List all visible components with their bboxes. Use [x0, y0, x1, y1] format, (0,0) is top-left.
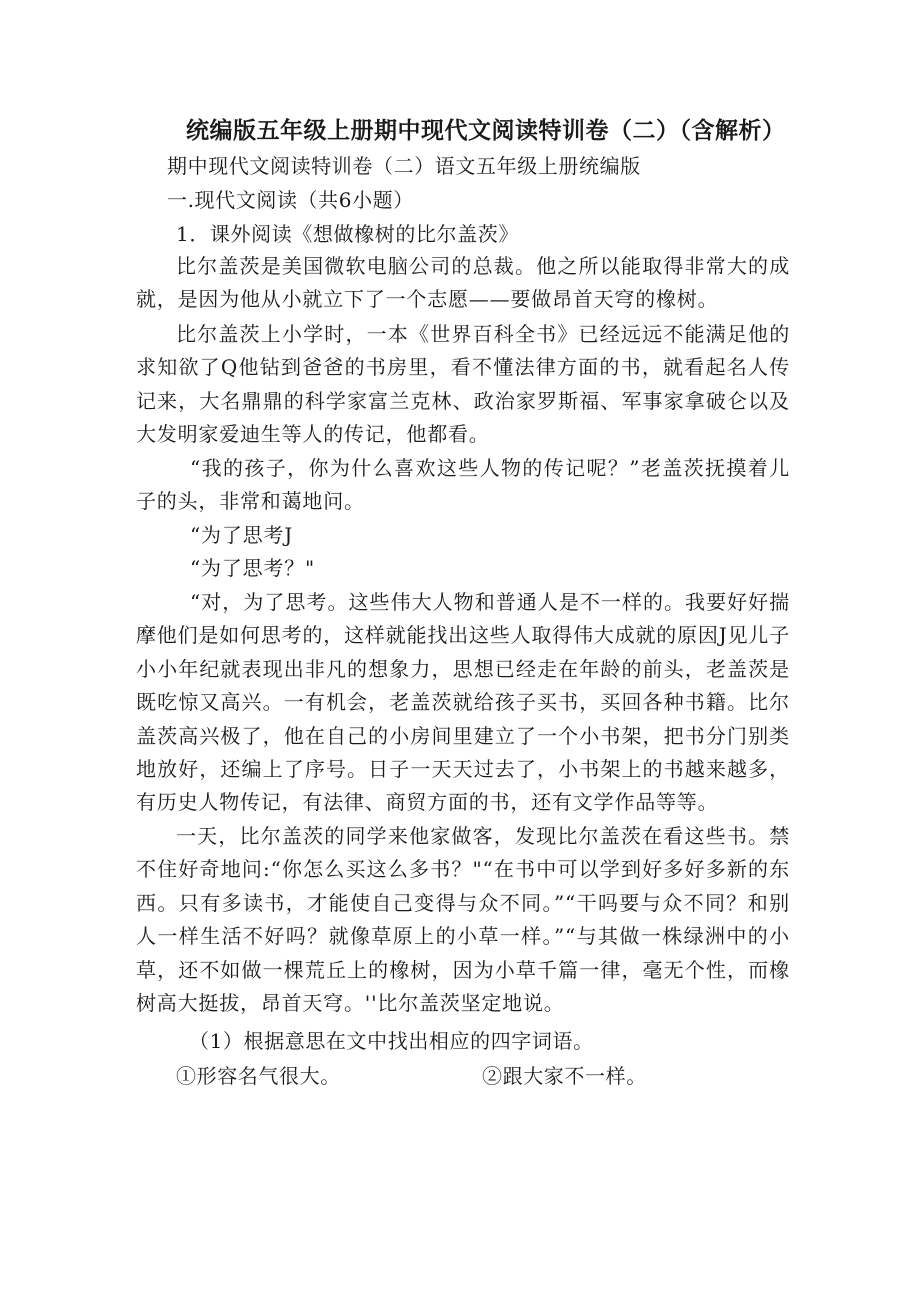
question-heading: 1．课外阅读《想做橡树的比尔盖茨》 — [176, 222, 519, 246]
paragraph-5: “为了思考？" — [190, 556, 316, 580]
paragraph-6: “对，为了思考。这些伟大人物和普通人是不一样的。我要好好揣摩他们是如何思考的，这样就能找出这些人取得伟大成就的原因J见儿子小小年纪就表现出非凡的想象力，思想已经走在年龄的前头，老盖茨是既吃惊又高兴。一有机会，老盖茨就给孩子买书，买回各种书籍。比尔盖茨高兴极了，他在自己的小房间里建立了一个小书架，把书分门别类地放好，还编上了序号。日子一天天过去了，小书架上的书越来越多，有历史人物传记，有法律、商贸方面的书，还有文学作品等等。 — [136, 590, 790, 815]
paragraph-7: 一天，比尔盖茨的同学来他家做客，发现比尔盖茨在看这些书。禁不住好奇地问:“你怎么买这么多书？"“在书中可以学到好多好多新的东西。只有多读书，才能使自己变得与众不同。”“干吗要与众不同？和别人一样生活不好吗？就像草原上的小草一样。”“与其做一株绿洲中的小草，还不如做一棵荒丘上的橡树，因为小草千篇一律，毫无个性，而橡树高大挺拔，昂首天穹。''比尔盖茨坚定地说。 — [136, 824, 790, 1016]
sub-question: （1）根据意思在文中找出相应的四字词语。 — [189, 1029, 594, 1053]
document-subtitle: 期中现代文阅读特训卷（二）语文五年级上册统编版 — [167, 154, 641, 178]
paragraph-1: 比尔盖茨是美国微软电脑公司的总裁。他之所以能取得非常大的成就，是因为他从小就立下了一个志愿——要做昂首天穹的橡树。 — [136, 254, 790, 312]
question-item-1: ①形容名气很大。 — [176, 1064, 341, 1088]
paragraph-4: “为了思考J — [190, 523, 294, 547]
paragraph-3: “我的孩子，你为什么喜欢这些人物的传记呢？”老盖茨抚摸着儿子的头，非常和蔼地问。 — [136, 456, 790, 514]
question-item-2: ②跟大家不一样。 — [482, 1064, 647, 1088]
paragraph-2: 比尔盖茨上小学时，一本《世界百科全书》已经远远不能满足他的求知欲了Q他钻到爸爸的书房里，看不懂法律方面的书，就看起名人传记来，大名鼎鼎的科学家富兰克林、政治家罗斯福、军事家拿破仑以及大发明家爱迪生等人的传记，他都看。 — [136, 322, 790, 447]
document-title: 统编版五年级上册期中现代文阅读特训卷（二）（含解析） — [186, 118, 786, 144]
section-heading: 一.现代文阅读（共6小题） — [167, 188, 414, 212]
